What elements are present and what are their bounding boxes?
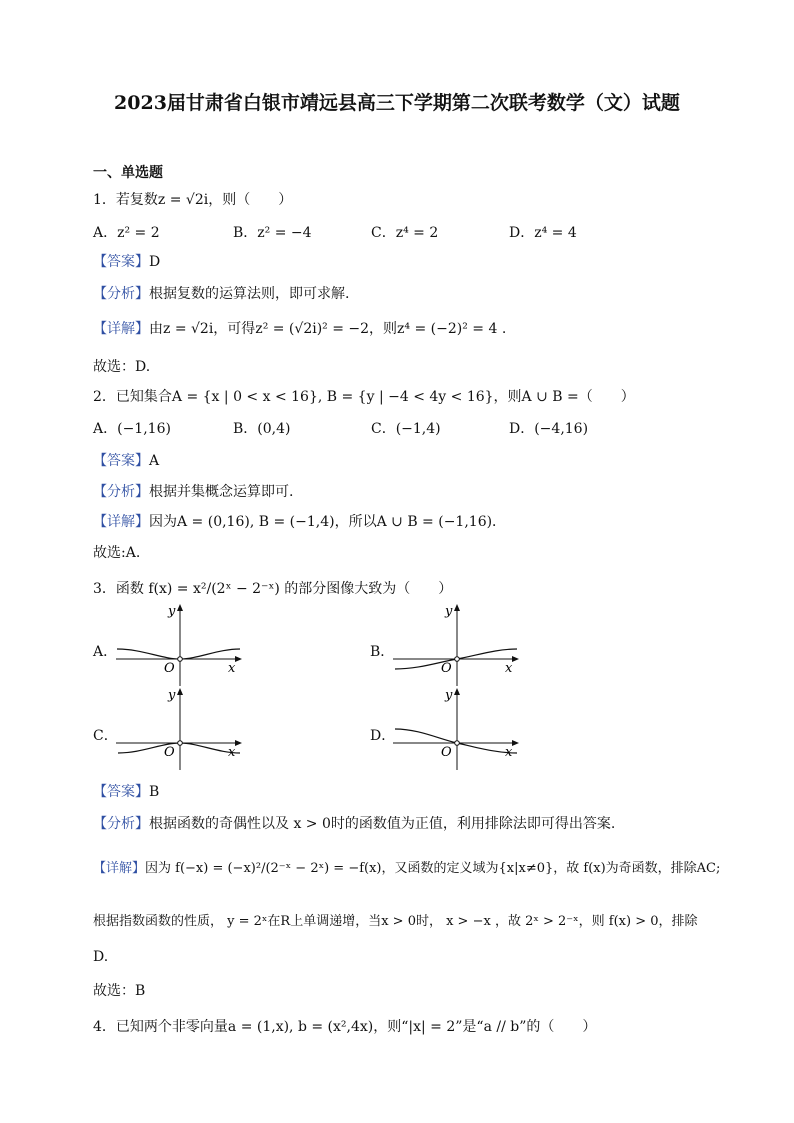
y-axis-label: y bbox=[168, 688, 176, 703]
origin-hole bbox=[455, 741, 460, 746]
detail-tag: 【详解】 bbox=[93, 321, 149, 337]
x-axis-arrow bbox=[235, 656, 242, 662]
q1-option-c: C．z⁴ = 2 bbox=[371, 225, 439, 241]
section-heading: 一、单选题 bbox=[93, 165, 163, 181]
y-axis-arrow bbox=[454, 688, 460, 695]
page-title: 2023届甘肃省白银市靖远县高三下学期第二次联考数学（文）试题 bbox=[114, 92, 680, 114]
analysis-tag: 【分析】 bbox=[93, 816, 149, 832]
q1-analysis: 根据复数的运算法则，即可求解. bbox=[149, 286, 350, 302]
q1-option-a: A．z² = 2 bbox=[93, 225, 160, 241]
answer-tag: 【答案】 bbox=[93, 254, 149, 270]
q2-detail-row bbox=[93, 511, 506, 531]
q1-stem: 1．若复数z = √2i，则（ ） bbox=[93, 192, 293, 208]
y-axis-arrow bbox=[177, 604, 183, 611]
q3-graph-d bbox=[389, 684, 524, 772]
answer-tag: 【答案】 bbox=[93, 453, 149, 469]
origin-label: O bbox=[441, 661, 452, 676]
y-axis-label: y bbox=[168, 604, 176, 619]
x-axis-arrow bbox=[512, 740, 519, 746]
q3-answer: B bbox=[149, 784, 160, 800]
analysis-tag: 【分析】 bbox=[93, 484, 149, 500]
q3-detail-1: 因为 f(−x) = (−x)²/(2⁻ˣ − 2ˣ) = −f(x)，又函数的定义域为{x|x≠0}，故 f(x)为奇函数，排除AC; bbox=[145, 861, 721, 876]
q3-graph-a bbox=[112, 600, 247, 688]
q1-option-d: D．z⁴ = 4 bbox=[509, 225, 577, 241]
origin-hole bbox=[178, 657, 183, 662]
analysis-tag: 【分析】 bbox=[93, 286, 149, 302]
y-axis-label: y bbox=[445, 688, 453, 703]
detail-tag: 【详解】 bbox=[93, 514, 149, 530]
q1-detail-row bbox=[93, 318, 506, 338]
origin-label: O bbox=[164, 661, 175, 676]
q4-stem: 4．已知两个非零向量a = (1,x), b = (x²,4x)，则“|x| = 2”是“a // b”的（ ） bbox=[93, 1019, 597, 1035]
y-axis-label: y bbox=[445, 604, 453, 619]
q1-analysis-row bbox=[93, 283, 349, 303]
origin-label: O bbox=[441, 745, 452, 760]
q3-answer-row bbox=[93, 781, 159, 801]
q3-graph-b bbox=[389, 600, 524, 688]
q2-choose: 故选:A. bbox=[93, 545, 141, 561]
x-axis-arrow bbox=[235, 740, 242, 746]
q3-analysis: 根据函数的奇偶性以及 x > 0时的函数值为正值，利用排除法即可得出答案. bbox=[149, 816, 616, 832]
detail-tag: 【详解】 bbox=[93, 861, 146, 876]
q2-detail: 因为A = (0,16), B = (−1,4)，所以A ∪ B = (−1,16)． bbox=[149, 514, 507, 530]
q1-option-b: B．z² = −4 bbox=[233, 225, 312, 241]
q1-answer: D bbox=[149, 254, 161, 270]
q3-graph-c-label: C． bbox=[93, 728, 118, 744]
origin-hole bbox=[455, 657, 460, 662]
origin-hole bbox=[178, 741, 183, 746]
q2-option-b: B．(0,4) bbox=[233, 421, 291, 437]
q3-detail-row bbox=[93, 857, 720, 876]
x-axis-label: x bbox=[505, 745, 513, 760]
q2-answer: A bbox=[149, 453, 160, 469]
x-axis-label: x bbox=[505, 661, 513, 676]
q3-graph-b-label: B． bbox=[370, 644, 395, 660]
q3-graph-c bbox=[112, 684, 247, 772]
q1-choose: 故选：D. bbox=[93, 359, 151, 375]
q3-choose: 故选：B bbox=[93, 983, 146, 999]
q2-analysis-row bbox=[93, 481, 293, 501]
q2-option-c: C．(−1,4) bbox=[371, 421, 441, 437]
x-axis-label: x bbox=[228, 745, 236, 760]
answer-tag: 【答案】 bbox=[93, 784, 149, 800]
x-axis-arrow bbox=[512, 656, 519, 662]
q2-answer-row bbox=[93, 450, 159, 470]
q2-stem: 2．已知集合A = {x | 0 < x < 16}, B = {y | −4 < 4y < 16}，则A ∪ B =（ ） bbox=[93, 389, 635, 405]
q3-stem: 3．函数 f(x) = x²/(2ˣ − 2⁻ˣ) 的部分图像大致为（ ） bbox=[93, 581, 453, 597]
q3-analysis-row bbox=[93, 813, 615, 833]
q2-analysis: 根据并集概念运算即可. bbox=[149, 484, 294, 500]
q2-option-d: D．(−4,16) bbox=[509, 421, 589, 437]
q2-option-a: A．(−1,16) bbox=[93, 421, 171, 437]
q3-detail-2: 根据指数函数的性质， y = 2ˣ在R上单调递增，当x > 0时， x > −x ，故 2ˣ > 2⁻ˣ，则 f(x) > 0，排除 bbox=[93, 914, 698, 929]
q3-graph-a-label: A． bbox=[93, 644, 118, 660]
q1-answer-row bbox=[93, 251, 160, 271]
y-axis-arrow bbox=[177, 688, 183, 695]
y-axis-arrow bbox=[454, 604, 460, 611]
q3-detail-3: D. bbox=[93, 949, 109, 965]
origin-label: O bbox=[164, 745, 175, 760]
q3-graph-d-label: D． bbox=[370, 728, 396, 744]
x-axis-label: x bbox=[228, 661, 236, 676]
q1-detail: 由z = √2i，可得z² = (√2i)² = −2，则z⁴ = (−2)² = 4 . bbox=[149, 321, 507, 337]
